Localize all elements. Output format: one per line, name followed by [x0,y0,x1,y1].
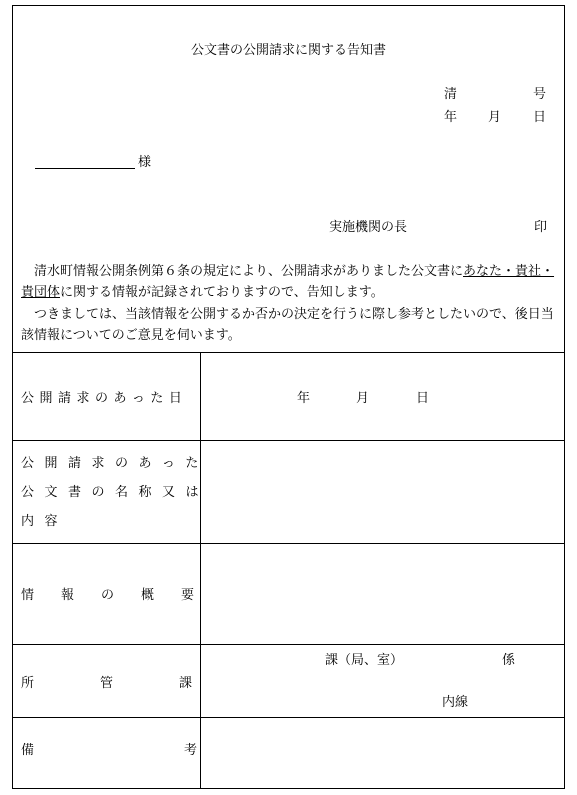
table-row-label-request-date [21,392,196,405]
document-title: 公文書の公開請求に関する告知書 [190,43,386,58]
info-summary-label: 情報の概要 [21,588,222,603]
table-row-divider [13,644,564,645]
document-name-label-line-3: 内容 [21,514,69,529]
issuer-title: 実施機関の長 [329,220,408,235]
section-text: 係 [502,653,516,668]
paragraph-2-text: つきましては、当該情報を公開するか否かの決定を行うに際し参考としたいので、後日当該情報についてのご意見を伺います。 [21,307,554,343]
table-top-border [13,352,564,353]
number-prefix: 清 [444,87,458,102]
department-label: 所管課 [21,676,259,691]
paragraph-2 [21,304,561,346]
extension-text: 内線 [442,695,469,710]
table-row-divider [13,717,564,718]
table-row-divider [13,440,564,441]
department-bureau-text: 課（局、室） [325,653,404,668]
table-column-divider [200,352,201,788]
addressee-suffix: 様 [138,155,152,170]
seal-mark: 印 [534,220,548,235]
paragraph-1-part-2: に関する情報が記録されておりますので、告知します。 [60,285,384,300]
request-date-year: 年 [297,391,311,406]
date-year: 年 [444,110,458,125]
date-day: 日 [533,110,547,125]
table-row-divider [13,543,564,544]
document-name-label-line-1: 公開請求のあった [21,456,209,471]
request-date-day: 日 [416,391,430,406]
paragraph-1-underlined: あなた・貴社・貴団体 [21,264,555,300]
date-month: 月 [488,110,502,125]
document-name-label-line-2: 公文書の名称又は [21,485,210,500]
request-date-label: 公開請求のあった日 [21,391,188,406]
notice-form [12,5,565,789]
paragraph-1-part-1: 清水町情報公開条例第６条の規定により、公開請求がありました公文書に [34,264,464,279]
paragraph-1 [21,261,561,303]
number-suffix: 号 [533,87,547,102]
request-date-month: 月 [356,391,370,406]
addressee-blank-line [35,168,135,169]
remarks-label: 備考 [21,743,348,758]
